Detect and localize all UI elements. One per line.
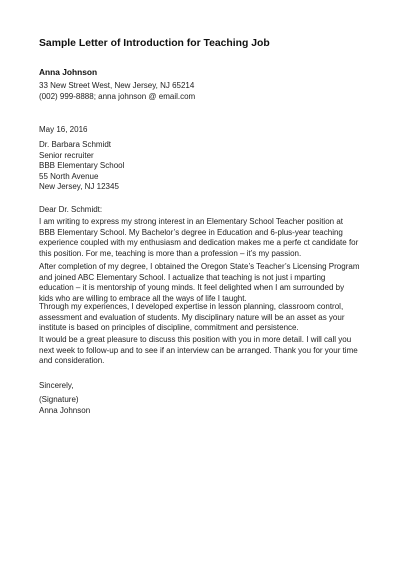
sender-name: Anna Johnson (39, 67, 98, 77)
sender-address-block (39, 81, 195, 102)
letter-date: May 16, 2016 (39, 125, 88, 134)
paragraph-line: and consideration. (39, 356, 105, 365)
body-paragraph (39, 335, 358, 367)
recipient-block (39, 140, 124, 193)
paragraph-line: institute is based on principles of discipline, commitment and persistence. (39, 323, 299, 332)
paragraph-line: BBB Elementary School. My Bachelor’s degree in Education and 6-plus-year teaching (39, 227, 343, 237)
closing: Sincerely, (39, 381, 74, 390)
paragraph-line: this position. For me, teaching is more than a profession – it’s my passion. (39, 248, 302, 258)
paragraph-line: education – it is mentorship of young minds. It feel delighted when I am surrounded by (39, 283, 345, 292)
body-paragraph (39, 302, 345, 334)
paragraph-line: and joined ABC Elementary School. I actualize that teaching is not just i mparting (39, 272, 326, 282)
paragraph-line: After completion of my degree, I obtained the Oregon State’s Teacher’s Licensing Program (39, 262, 360, 271)
recipient-organization: BBB Elementary School (39, 161, 125, 170)
body-paragraph (39, 262, 359, 304)
recipient-title: Senior recruiter (39, 150, 94, 160)
body-paragraph (39, 217, 358, 259)
sender-address: 33 New Street West, New Jersey, NJ 65214 (39, 81, 195, 90)
recipient-city: New Jersey, NJ 12345 (39, 182, 119, 191)
letter-title: Sample Letter of Introduction for Teaching Job (39, 38, 270, 49)
paragraph-line: experience coupled with my enthusiasm and dedication makes me a perfe ct candidate for (39, 238, 359, 247)
paragraph-line: next week to follow-up and to see if an interview can be arranged. Thank you for your time (39, 345, 358, 355)
signature-name: Anna Johnson (39, 405, 91, 415)
recipient-street: 55 North Avenue (39, 171, 99, 181)
paragraph-line: assessment and evaluation of students. My disciplinary nature will be an asset as your (39, 312, 345, 322)
signature-block (39, 395, 90, 416)
sender-contact: (002) 999-8888; anna johnson @ email.com (39, 91, 196, 101)
signature-placeholder: (Signature) (39, 395, 79, 404)
salutation: Dear Dr. Schmidt: (39, 205, 103, 214)
paragraph-line: I am writing to express my strong interest in an Elementary School Teacher position at (39, 217, 343, 226)
paragraph-line: It would be a great pleasure to discuss this position with you in more detail. I will call you (39, 335, 352, 344)
paragraph-line: Through my experiences, I developed expertise in lesson planning, classroom control, (39, 302, 344, 311)
recipient-name: Dr. Barbara Schmidt (39, 140, 112, 149)
paragraph-line: kids who are willing to embrace all the ways of life I taught. (39, 293, 247, 303)
